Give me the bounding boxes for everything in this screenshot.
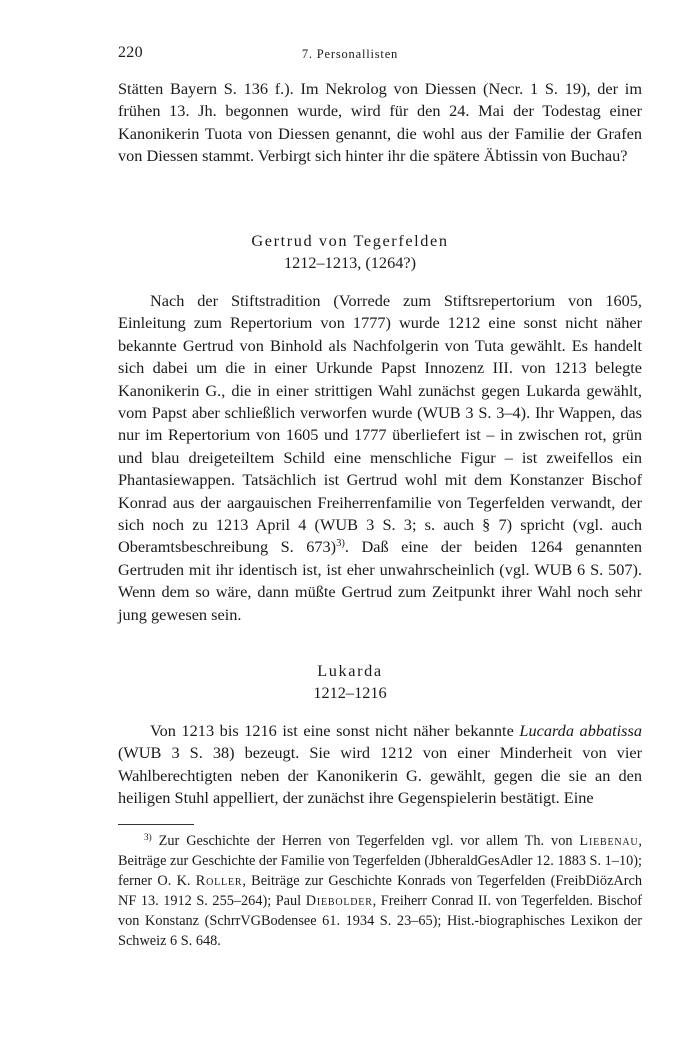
author-name: Roller (195, 873, 243, 890)
paragraph-text: Von 1213 bis 1216 ist eine sonst nicht näher bekannte (150, 721, 520, 740)
intro-paragraph: Stätten Bayern S. 136 f.). Im Nekrolog von Diessen (Necr. 1 S. 19), der im frühen 13. Jh. begonnen wurde, wird für den 24. Mai der Todestag einer Kanonikerin Tuota von Diessen genannt, die wohl aus der Familie der Grafen von Diessen stammt. Verbirgt sich hinter ihr die spätere Äbtissin von Buchau? (118, 79, 642, 166)
section-title: Gertrud von Tegerfelden (251, 231, 449, 250)
intro-paragraph-block (118, 78, 642, 168)
lukarda-paragraph (118, 720, 642, 810)
lukarda-paragraph-block (118, 720, 642, 810)
section-heading-gertrud (0, 230, 700, 275)
footnote-separator (118, 824, 194, 825)
footnote-text: , Beiträge zur Geschichte der Familie von Tegerfelden (JbheraldGesAdler 12. 1883 S. 1–10); ferner O. K. (118, 833, 642, 890)
footnote-text: , Freiherr Conrad II. von Tegerfelden. Bischof von Konstanz (SchrrVGBodensee 61. 1934 S. 23–65); Hist.-biographisches Lexikon der Schweiz 6 S. 648. (118, 893, 643, 950)
footnote-text: Zur Geschichte der Herren von Tegerfelden vgl. vor allem Th. von (151, 833, 580, 849)
section-title: Lukarda (317, 661, 383, 680)
paragraph-text: (WUB 3 S. 38) bezeugt. Sie wird 1212 von einer Minderheit von vier Wahlberechtigten neben der Kanonikerin G. gewählt, gegen die sie an den heiligen Stuhl appelliert, der zunächst ihre Gegenspielerin bestätigt. Eine (118, 743, 642, 808)
gertrud-paragraph (118, 290, 642, 626)
footnote-reference: 3) (336, 538, 345, 550)
section-heading-lukarda (0, 660, 700, 705)
running-title: 7. Personallisten (301, 47, 399, 61)
footnote (118, 831, 642, 952)
author-name: Liebenau (579, 833, 639, 849)
latin-term: Lucarda abbatissa (519, 721, 642, 740)
section-dates: 1212–1213, (1264?) (283, 253, 417, 273)
author-name: Diebolder (305, 893, 373, 910)
gertrud-paragraph-block (118, 290, 642, 626)
paragraph-text: Nach der Stiftstradition (Vorrede zum Stiftsrepertorium von 1605, Einleitung zum Repertorium von 1777) wurde 1212 eine sonst nicht näher bekannte Gertrud von Binhold als Nachfolgerin von Tuta gewählt. Es handelt sich dabei um die in einer Urkunde Papst Innozenz III. von 1213 belegte Kanonikerin G., die in einer strittigen Wahl zunächst gegen Lukarda gewählt, vom Papst aber schließlich verworfen wurde (WUB 3 S. 3–4). Ihr Wappen, das nur im Repertorium von 1605 und 1777 überliefert ist – in zwischen rot, grün und blau dreigeteiltem Schild eine menschliche Figur – ist zweifellos ein Phantasiewappen. Tatsächlich ist Gertrud wohl mit dem Konstanzer Bischof Konrad aus der aargauischen Freiherrenfamilie von Tegerfelden verwandt, der sich noch zu 1213 April 4 (WUB 3 S. 3; s. auch § 7) spricht (vgl. auch Oberamtsbeschreibung S. 673) (118, 291, 642, 557)
footnote-text: , Beiträge zur Geschichte Konrads von Tegerfelden (FreibDiözArch NF 13. 1912 S. 255–264); Paul (118, 873, 642, 910)
section-dates: 1212–1216 (313, 683, 387, 703)
paragraph-text: . Daß eine der beiden 1264 genannten Gertruden mit ihr identisch ist, ist eher unwahrscheinlich (vgl. WUB 6 S. 507). Wenn dem so wäre, dann müßte Gertrud zum Zeitpunkt ihrer Wahl noch sehr jung gewesen sein. (118, 537, 642, 624)
page-number: 220 (118, 44, 143, 61)
footnote-marker: 3) (144, 832, 152, 843)
